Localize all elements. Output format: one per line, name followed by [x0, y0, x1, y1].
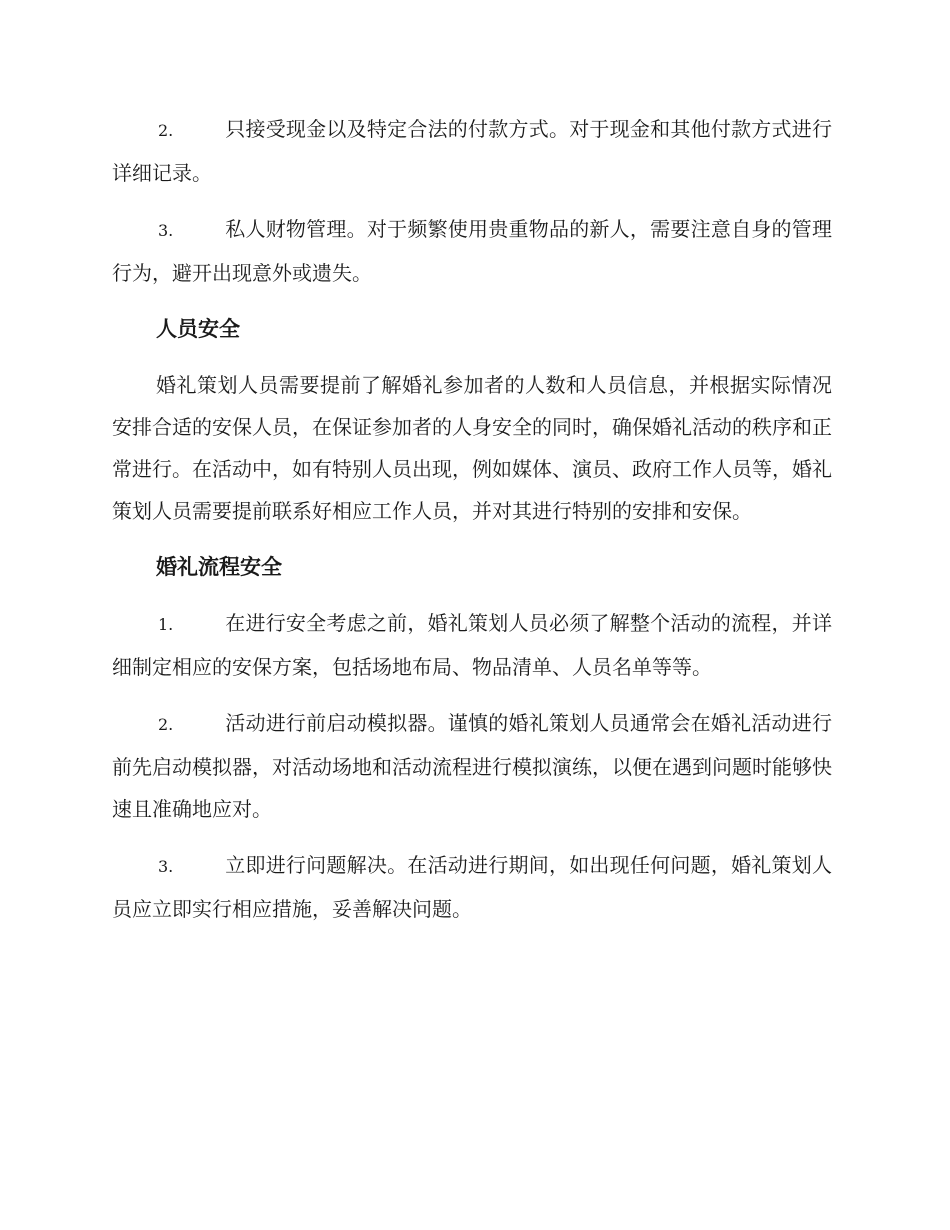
list-number: 3.	[158, 221, 174, 240]
list-item-text: 立即进行问题解决。在活动进行期间，如出现任何问题，婚礼策划人员应立即实行相应措施，妥善解决问题。	[112, 853, 832, 921]
section-heading-personnel-safety: 人员安全	[156, 316, 240, 341]
list-item-text: 活动进行前启动模拟器。谨慎的婚礼策划人员通常会在婚礼活动进行前先启动模拟器，对活动场地和活动流程进行模拟演练，以便在遇到问题时能够快速且准确地应对。	[112, 711, 832, 821]
list-item-text: 在进行安全考虑之前，婚礼策划人员必须了解整个活动的流程，并详细制定相应的安保方案，包括场地布局、物品清单、人员名单等等。	[112, 611, 832, 679]
list-item	[112, 602, 832, 688]
list-item-text: 只接受现金以及特定合法的付款方式。对于现金和其他付款方式进行详细记录。	[112, 117, 832, 185]
paragraph-personnel-safety: 婚礼策划人员需要提前了解婚礼参加者的人数和人员信息，并根据实际情况安排合适的安保人员，在保证参加者的人身安全的同时，确保婚礼活动的秩序和正常进行。在活动中，如有特别人员出现，例如媒体、演员、政府工作人员等，婚礼策划人员需要提前联系好相应工作人员，并对其进行特别的安排和安保。	[112, 373, 832, 523]
list-item	[112, 702, 832, 830]
list-item	[112, 208, 832, 294]
document-page	[112, 108, 832, 944]
list-number: 2.	[158, 121, 174, 140]
list-number: 1.	[158, 615, 174, 634]
list-item	[112, 108, 832, 194]
list-number: 2.	[158, 715, 174, 734]
list-item	[112, 844, 832, 930]
section-heading-process-safety: 婚礼流程安全	[156, 554, 282, 579]
list-item-text: 私人财物管理。对于频繁使用贵重物品的新人，需要注意自身的管理行为，避开出现意外或遗失。	[112, 217, 832, 285]
list-number: 3.	[158, 857, 174, 876]
